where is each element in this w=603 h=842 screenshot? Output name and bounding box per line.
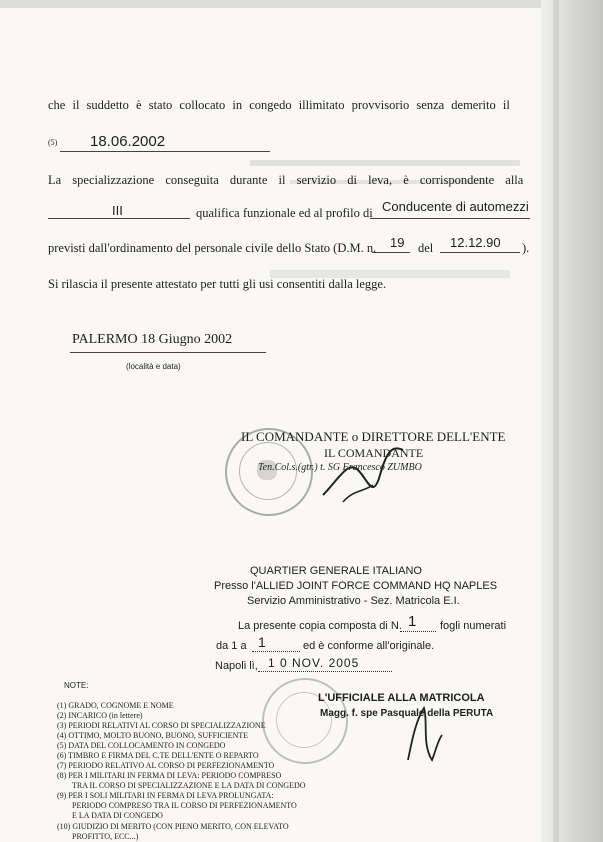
profilo-line <box>370 218 530 219</box>
qualifica-value: III <box>112 203 123 218</box>
discharge-sentence: che il suddetto è stato collocato in congedo illimitato provvisorio senza demerito il <box>48 98 510 112</box>
copy-number-line <box>400 631 436 632</box>
cert-line-1: QUARTIER GENERALE ITALIANO <box>250 565 422 577</box>
note-2: (2) INCARICO (in lettere) <box>57 711 143 720</box>
officer-title: L'UFFICIALE ALLA MATRICOLA <box>318 692 485 704</box>
copy-number: 1 <box>408 613 417 630</box>
qualifica-text: qualifica funzionale ed al profilo di <box>196 206 373 220</box>
dm-close: ). <box>522 241 530 255</box>
napoli-date-line <box>258 671 392 672</box>
dm-date: 12.12.90 <box>450 235 501 250</box>
note-marker-5: (5) <box>48 138 58 147</box>
note-8: (8) PER I MILITARI IN FERMA DI LEVA: PERIODO COMPRESO <box>57 771 282 780</box>
napoli-date: 1 0 NOV. 2005 <box>268 656 360 670</box>
notes-title: NOTE: <box>64 681 89 690</box>
copy-text-c: da 1 a <box>216 640 247 652</box>
note-8-cont: TRA IL CORSO DI SPECIALIZZAZIONE E LA DATA DI CONGEDO <box>72 781 306 790</box>
note-5: (5) DATA DEL COLLOCAMENTO IN CONGEDO <box>57 741 226 750</box>
matricola-stamp-icon <box>262 678 348 764</box>
note-1: (1) GRADO, COGNOME E NOME <box>57 701 174 710</box>
signature-icon <box>318 440 408 510</box>
officer-signature-icon <box>398 700 448 770</box>
discharge-date: 18.06.2002 <box>90 133 166 150</box>
discharge-date-line <box>60 151 270 152</box>
note-9-cont: PERIODO COMPRESO TRA IL CORSO DI PERFEZIONAMENTO <box>72 801 297 810</box>
copy-text-a: La presente copia composta di N. <box>238 620 402 632</box>
commander-hand: IL COMANDANTE <box>324 446 424 460</box>
place-date: PALERMO 18 Giugno 2002 <box>72 332 233 347</box>
dm-number-line <box>372 252 410 253</box>
note-10-cont: PROFITTO, ECC...) <box>72 832 139 841</box>
commander-name: Ten.Col.s.(gtr.) t. SG Francesco ZUMBO <box>258 462 422 473</box>
note-6: (6) TIMBRO E FIRMA DEL C.TE DELL'ENTE O REPARTO <box>57 751 259 760</box>
note-10: (10) GIUDIZIO DI MERITO (CON PIENO MERITO, CON ELEVATO <box>57 822 289 831</box>
scan-right-edge <box>541 0 603 842</box>
note-9-cont-2: E LA DATA DI CONGEDO <box>72 811 163 820</box>
note-7: (7) PERIODO RELATIVO AL CORSO DI PERFEZIONAMENTO <box>57 761 275 770</box>
dm-date-line <box>440 252 520 253</box>
scan-edge-shadow <box>553 0 559 842</box>
note-3: (3) PERIODI RELATIVI AL CORSO DI SPECIALIZZAZIONE <box>57 721 266 730</box>
copy-number-2-line <box>252 651 300 652</box>
commander-title: IL COMANDANTE o DIRETTORE DELL'ENTE <box>241 429 506 444</box>
officer-name: Magg. f. spe Pasquale della PERUTA <box>320 708 494 719</box>
profilo-value: Conducente di automezzi <box>382 199 529 214</box>
place-date-caption: (località e data) <box>126 362 181 371</box>
attestato-sentence: Si rilascia il presente attestato per tutti gli usi consentiti dalla legge. <box>48 277 387 291</box>
qualifica-line <box>48 218 190 219</box>
dm-number: 19 <box>390 235 405 250</box>
dm-del-label: del <box>418 241 434 255</box>
note-4: (4) OTTIMO, MOLTO BUONO, BUONO, SUFFICIENTE <box>57 731 249 740</box>
cert-line-2: Presso l'ALLIED JOINT FORCE COMMAND HQ NAPLES <box>214 580 498 592</box>
cert-line-3: Servizio Amministrativo - Sez. Matricola E.I. <box>247 595 460 607</box>
note-9: (9) PER I SOLI MILITARI IN FERMA DI LEVA PROLUNGATA: <box>57 791 274 800</box>
copy-text-b: fogli numerati <box>440 620 507 632</box>
copy-number-2: 1 <box>258 634 266 650</box>
scan-top-edge <box>0 0 603 8</box>
napoli-label: Napoli lì, <box>215 660 258 672</box>
ordinamento-sentence: previsti dall'ordinamento del personale civile dello Stato (D.M. n. <box>48 241 377 255</box>
place-date-line <box>70 352 266 353</box>
specialization-sentence: La specializzazione conseguita durante il servizio di leva, è corrispondente alla <box>48 173 524 187</box>
copy-text-d: ed è conforme all'originale. <box>303 640 435 652</box>
